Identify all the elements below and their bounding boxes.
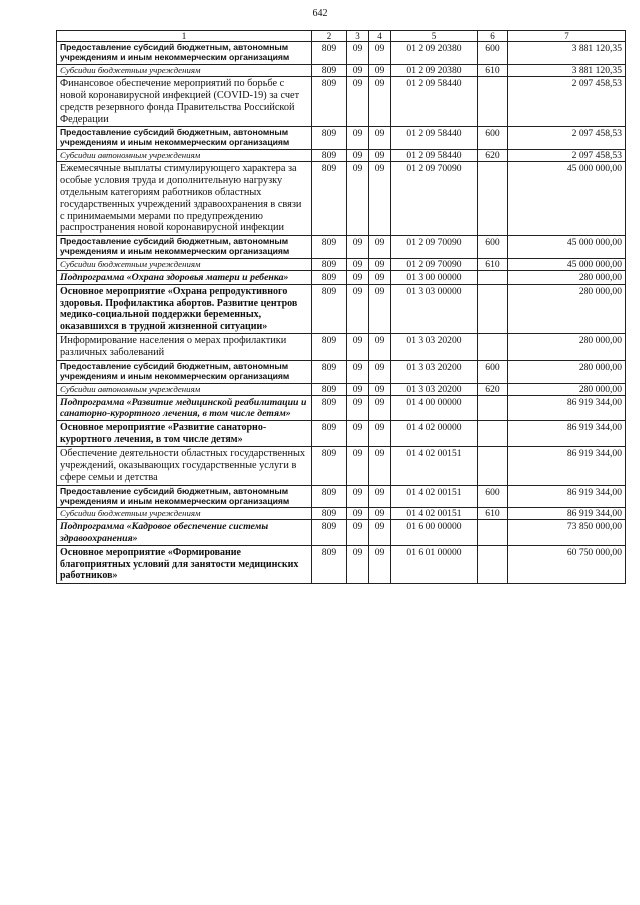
table-row — [57, 258, 626, 270]
cell-name: Подпрограмма «Развитие медицинской реабилитации и санаторно-курортного лечения, в том числе детям» — [57, 395, 312, 421]
cell-subsection: 09 — [369, 360, 391, 383]
cell-ministry-code: 809 — [312, 383, 347, 395]
cell-expense-type — [478, 162, 508, 236]
table-row — [57, 395, 626, 421]
table-row — [57, 270, 626, 284]
cell-expense-type — [478, 421, 508, 447]
cell-expense-type: 620 — [478, 150, 508, 162]
cell-section: 09 — [347, 236, 369, 259]
cell-name: Субсидии бюджетным учреждениям — [57, 65, 312, 77]
column-header: 2 — [312, 31, 347, 42]
cell-section: 09 — [347, 65, 369, 77]
cell-section: 09 — [347, 546, 369, 584]
cell-subsection: 09 — [369, 77, 391, 127]
cell-amount: 86 919 344,00 — [508, 421, 626, 447]
cell-subsection: 09 — [369, 42, 391, 65]
cell-name: Субсидии бюджетным учреждениям — [57, 258, 312, 270]
cell-subsection: 09 — [369, 546, 391, 584]
cell-ministry-code: 809 — [312, 360, 347, 383]
cell-section: 09 — [347, 520, 369, 546]
cell-amount: 280 000,00 — [508, 360, 626, 383]
cell-subsection: 09 — [369, 520, 391, 546]
cell-expense-type: 610 — [478, 508, 508, 520]
cell-target-article: 01 3 03 20200 — [391, 383, 478, 395]
cell-name: Подпрограмма «Кадровое обеспечение системы здравоохранения» — [57, 520, 312, 546]
cell-section: 09 — [347, 77, 369, 127]
cell-target-article: 01 2 09 70090 — [391, 258, 478, 270]
cell-expense-type: 600 — [478, 42, 508, 65]
table-row — [57, 334, 626, 361]
cell-expense-type: 610 — [478, 65, 508, 77]
cell-expense-type — [478, 546, 508, 584]
cell-expense-type — [478, 447, 508, 485]
column-header: 4 — [369, 31, 391, 42]
cell-section: 09 — [347, 150, 369, 162]
cell-section: 09 — [347, 258, 369, 270]
cell-name: Основное мероприятие «Развитие санаторно-курортного лечения, в том числе детям» — [57, 421, 312, 447]
column-header: 5 — [391, 31, 478, 42]
cell-section: 09 — [347, 447, 369, 485]
column-header: 1 — [57, 31, 312, 42]
cell-name: Субсидии бюджетным учреждениям — [57, 508, 312, 520]
cell-target-article: 01 2 09 58440 — [391, 150, 478, 162]
cell-target-article: 01 3 00 00000 — [391, 270, 478, 284]
cell-target-article: 01 6 01 00000 — [391, 546, 478, 584]
cell-amount: 3 881 120,35 — [508, 42, 626, 65]
cell-ministry-code: 809 — [312, 258, 347, 270]
cell-target-article: 01 6 00 00000 — [391, 520, 478, 546]
cell-amount: 280 000,00 — [508, 383, 626, 395]
cell-expense-type — [478, 270, 508, 284]
cell-section: 09 — [347, 285, 369, 334]
cell-section: 09 — [347, 383, 369, 395]
cell-name: Подпрограмма «Охрана здоровья матери и ребенка» — [57, 270, 312, 284]
table-row — [57, 546, 626, 584]
cell-section: 09 — [347, 127, 369, 150]
cell-expense-type: 600 — [478, 127, 508, 150]
table-row — [57, 285, 626, 334]
cell-expense-type — [478, 334, 508, 361]
table-row — [57, 162, 626, 236]
cell-ministry-code: 809 — [312, 485, 347, 508]
cell-ministry-code: 809 — [312, 162, 347, 236]
cell-name: Субсидии автономным учреждениям — [57, 383, 312, 395]
cell-section: 09 — [347, 42, 369, 65]
cell-subsection: 09 — [369, 334, 391, 361]
cell-target-article: 01 2 09 20380 — [391, 42, 478, 65]
cell-ministry-code: 809 — [312, 285, 347, 334]
cell-target-article: 01 4 02 00151 — [391, 508, 478, 520]
cell-ministry-code: 809 — [312, 127, 347, 150]
cell-amount: 86 919 344,00 — [508, 485, 626, 508]
cell-expense-type — [478, 77, 508, 127]
cell-expense-type — [478, 395, 508, 421]
cell-target-article: 01 2 09 70090 — [391, 236, 478, 259]
cell-target-article: 01 4 02 00000 — [391, 421, 478, 447]
cell-target-article: 01 2 09 58440 — [391, 127, 478, 150]
cell-ministry-code: 809 — [312, 65, 347, 77]
cell-section: 09 — [347, 485, 369, 508]
cell-name: Финансовое обеспечение мероприятий по борьбе с новой коронавирусной инфекцией (COVID-19) за счет средств резервного фонда Правительства Российской Федерации — [57, 77, 312, 127]
cell-target-article: 01 4 02 00151 — [391, 447, 478, 485]
cell-name: Предоставление субсидий бюджетным, автономным учреждениям и иным некоммерческим организациям — [57, 236, 312, 259]
cell-target-article: 01 3 03 20200 — [391, 360, 478, 383]
cell-subsection: 09 — [369, 508, 391, 520]
cell-amount: 2 097 458,53 — [508, 77, 626, 127]
cell-amount: 3 881 120,35 — [508, 65, 626, 77]
table-row — [57, 65, 626, 77]
header-row — [57, 31, 626, 42]
cell-target-article: 01 3 03 20200 — [391, 334, 478, 361]
cell-subsection: 09 — [369, 447, 391, 485]
cell-amount: 2 097 458,53 — [508, 127, 626, 150]
cell-name: Предоставление субсидий бюджетным, автономным учреждениям и иным некоммерческим организациям — [57, 127, 312, 150]
cell-name: Предоставление субсидий бюджетным, автономным учреждениям и иным некоммерческим организациям — [57, 360, 312, 383]
cell-name: Субсидии автономным учреждениям — [57, 150, 312, 162]
cell-amount: 60 750 000,00 — [508, 546, 626, 584]
cell-subsection: 09 — [369, 65, 391, 77]
budget-table — [56, 30, 626, 584]
cell-amount: 73 850 000,00 — [508, 520, 626, 546]
table-row — [57, 77, 626, 127]
cell-target-article: 01 3 03 00000 — [391, 285, 478, 334]
cell-ministry-code: 809 — [312, 520, 347, 546]
cell-expense-type: 600 — [478, 485, 508, 508]
cell-name: Обеспечение деятельности областных государственных учреждений, оказывающих государственные услуги в сфере семьи и детства — [57, 447, 312, 485]
table-row — [57, 383, 626, 395]
cell-target-article: 01 2 09 20380 — [391, 65, 478, 77]
cell-target-article: 01 2 09 58440 — [391, 77, 478, 127]
cell-ministry-code: 809 — [312, 270, 347, 284]
cell-subsection: 09 — [369, 383, 391, 395]
cell-subsection: 09 — [369, 395, 391, 421]
table-row — [57, 520, 626, 546]
cell-expense-type — [478, 285, 508, 334]
cell-section: 09 — [347, 334, 369, 361]
cell-amount: 45 000 000,00 — [508, 236, 626, 259]
cell-subsection: 09 — [369, 485, 391, 508]
cell-target-article: 01 2 09 70090 — [391, 162, 478, 236]
table-row — [57, 447, 626, 485]
cell-section: 09 — [347, 508, 369, 520]
cell-subsection: 09 — [369, 421, 391, 447]
cell-section: 09 — [347, 421, 369, 447]
cell-ministry-code: 809 — [312, 546, 347, 584]
cell-section: 09 — [347, 360, 369, 383]
cell-amount: 280 000,00 — [508, 285, 626, 334]
cell-name: Информирование населения о мерах профилактики различных заболеваний — [57, 334, 312, 361]
cell-expense-type: 600 — [478, 360, 508, 383]
cell-amount: 86 919 344,00 — [508, 508, 626, 520]
table-row — [57, 485, 626, 508]
cell-subsection: 09 — [369, 150, 391, 162]
cell-expense-type: 620 — [478, 383, 508, 395]
cell-target-article: 01 4 02 00151 — [391, 485, 478, 508]
cell-name: Основное мероприятие «Охрана репродуктивного здоровья. Профилактика абортов. Развитие центров медико-социальной поддержки беременных, оказавшихся в трудной жизненной ситуации» — [57, 285, 312, 334]
cell-name: Ежемесячные выплаты стимулирующего характера за особые условия труда и дополнительную нагрузку отдельным категориям работников областных государственных учреждений здравоохранения в связи с принимаемыми мерами по предупреждению распространения новой коронавирусной инфекции — [57, 162, 312, 236]
table-row — [57, 421, 626, 447]
column-header: 6 — [478, 31, 508, 42]
cell-ministry-code: 809 — [312, 395, 347, 421]
table-row — [57, 42, 626, 65]
cell-subsection: 09 — [369, 162, 391, 236]
cell-amount: 86 919 344,00 — [508, 395, 626, 421]
cell-ministry-code: 809 — [312, 334, 347, 361]
cell-name: Предоставление субсидий бюджетным, автономным учреждениям и иным некоммерческим организациям — [57, 42, 312, 65]
column-header: 7 — [508, 31, 626, 42]
table-row — [57, 508, 626, 520]
cell-amount: 45 000 000,00 — [508, 258, 626, 270]
cell-expense-type: 600 — [478, 236, 508, 259]
cell-amount: 280 000,00 — [508, 334, 626, 361]
cell-subsection: 09 — [369, 270, 391, 284]
cell-amount: 86 919 344,00 — [508, 447, 626, 485]
cell-amount: 280 000,00 — [508, 270, 626, 284]
cell-ministry-code: 809 — [312, 421, 347, 447]
cell-ministry-code: 809 — [312, 77, 347, 127]
cell-expense-type: 610 — [478, 258, 508, 270]
table-row — [57, 150, 626, 162]
cell-subsection: 09 — [369, 236, 391, 259]
cell-ministry-code: 809 — [312, 150, 347, 162]
table-row — [57, 127, 626, 150]
cell-subsection: 09 — [369, 258, 391, 270]
cell-ministry-code: 809 — [312, 236, 347, 259]
cell-amount: 45 000 000,00 — [508, 162, 626, 236]
cell-expense-type — [478, 520, 508, 546]
cell-ministry-code: 809 — [312, 508, 347, 520]
page-number: 642 — [312, 8, 328, 19]
cell-ministry-code: 809 — [312, 42, 347, 65]
table-row — [57, 360, 626, 383]
column-header: 3 — [347, 31, 369, 42]
cell-target-article: 01 4 00 00000 — [391, 395, 478, 421]
table-row — [57, 236, 626, 259]
cell-section: 09 — [347, 270, 369, 284]
cell-name: Предоставление субсидий бюджетным, автономным учреждениям и иным некоммерческим организациям — [57, 485, 312, 508]
cell-subsection: 09 — [369, 285, 391, 334]
cell-amount: 2 097 458,53 — [508, 150, 626, 162]
cell-subsection: 09 — [369, 127, 391, 150]
cell-section: 09 — [347, 162, 369, 236]
cell-section: 09 — [347, 395, 369, 421]
cell-name: Основное мероприятие «Формирование благоприятных условий для занятости медицинских работников» — [57, 546, 312, 584]
cell-ministry-code: 809 — [312, 447, 347, 485]
